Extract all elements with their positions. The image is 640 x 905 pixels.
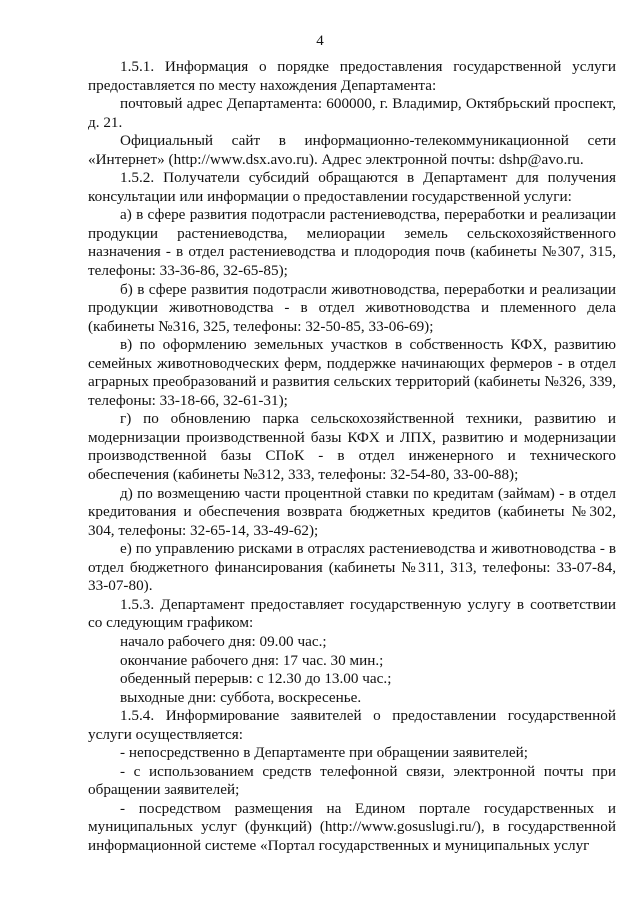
item-a-crop-department: а) в сфере развития подотрасли растениеводства, переработки и реализации продукции растениеводства, мелиорации земель сельскохозяйственного назначения - в отдел растениеводства и плодородия почв (кабинеты №307, 315, телефоны: 33-36-86, 32-65-85);	[88, 206, 616, 280]
item-b-livestock-department: б) в сфере развития подотрасли животноводства, переработки и реализации продукции животноводства - в отдел животноводства и племенного дела (кабинеты №316, 325, телефоны: 32-50-85, 33-06-69);	[88, 280, 616, 335]
item-g-engineering-department: г) по обновлению парка сельскохозяйственной техники, развитию и модернизации производственной базы КФХ и ЛПХ, развитию и модернизации производственной базы СПоК - в отдел инженерного и технического обеспечения (кабинеты №312, 333, телефоны: 32-54-80, 33-00-88);	[88, 410, 616, 484]
document-body	[88, 58, 616, 856]
info-method-phone-email: - с использованием средств телефонной связи, электронной почты при обращении заявителей;	[88, 762, 616, 799]
item-e-budget-department: е) по управлению рисками в отраслях растениеводства и животноводства - в отдел бюджетного финансирования (кабинеты №311, 313, телефоны: 33-07-84, 33-07-80).	[88, 540, 616, 595]
info-method-direct: - непосредственно в Департаменте при обращении заявителей;	[120, 744, 528, 762]
info-method-portal: - посредством размещения на Едином портале государственных и муниципальных услуг (функций) (http://www.gosuslugi.ru/), в государственной информационной системе «Портал государственных и муниципальных услуг	[88, 799, 616, 854]
schedule-end: окончание рабочего дня: 17 час. 30 мин.;	[120, 651, 384, 669]
schedule-weekend: выходные дни: суббота, воскресенье.	[120, 688, 362, 706]
paragraph-1-5-4: 1.5.4. Информирование заявителей о предоставлении государственной услуги осуществляется:	[88, 707, 616, 743]
paragraph-1-5-2: 1.5.2. Получатели субсидий обращаются в Департамент для получения консультации или информации о предоставлении государственной услуги:	[88, 169, 616, 205]
item-d-credit-department: д) по возмещению части процентной ставки по кредитам (займам) - в отдел кредитования и обеспечения возврата бюджетных кредитов (кабинеты №302, 304, телефоны: 32-65-14, 33-49-62);	[88, 484, 616, 539]
schedule-start: начало рабочего дня: 09.00 час.;	[120, 632, 327, 650]
page-number: 4	[316, 33, 324, 49]
item-v-agrarian-department: в) по оформлению земельных участков в собственность КФХ, развитию семейных животноводческих ферм, поддержке начинающих фермеров - в отдел аграрных преобразований и развития сельских территорий (кабинеты №326, 339, телефоны: 33-18-66, 32-61-31);	[88, 336, 616, 409]
paragraph-1-5-1: 1.5.1. Информация о порядке предоставления государственной услуги предоставляется по месту нахождения Департамента:	[88, 58, 616, 94]
paragraph-1-5-3: 1.5.3. Департамент предоставляет государственную услугу в соответствии со следующим графиком:	[88, 595, 616, 632]
postal-address: почтовый адрес Департамента: 600000, г. Владимир, Октябрьский проспект, д. 21.	[88, 95, 616, 131]
website-email: Официальный сайт в информационно-телекоммуникационной сети «Интернет» (http://www.dsx.avo.ru). Адрес электронной почты: dshp@avo.ru.	[88, 132, 616, 168]
schedule-lunch: обеденный перерыв: с 12.30 до 13.00 час.;	[120, 670, 392, 688]
